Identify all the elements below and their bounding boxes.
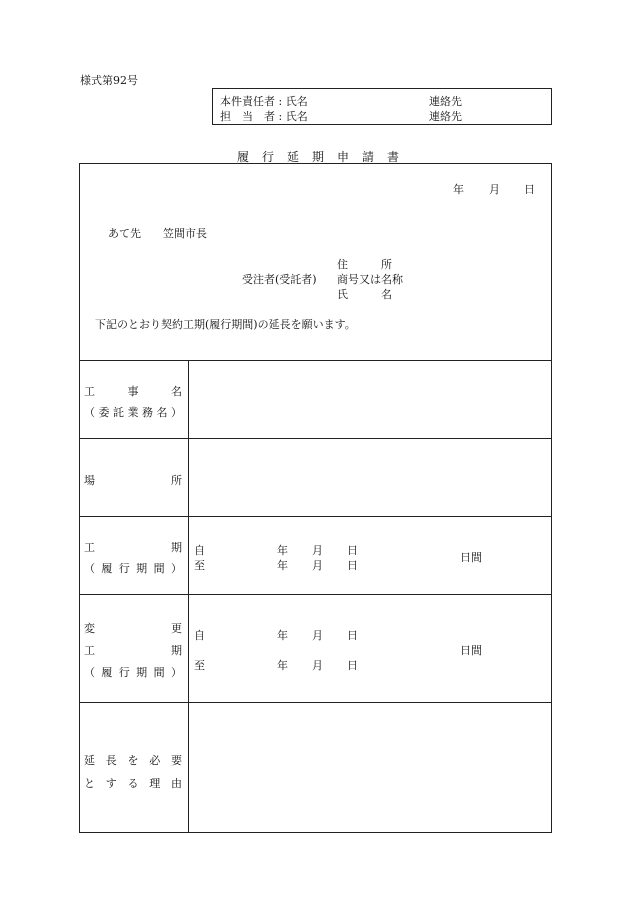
label-column-divider: [188, 360, 189, 833]
label-char: 期: [171, 541, 182, 554]
label-char: （: [84, 666, 95, 679]
date-year: 年: [453, 183, 464, 196]
responsible-contact-label: 連絡先: [429, 95, 462, 108]
divider-changed-period: [79, 702, 552, 703]
reason-label-line2: [84, 775, 182, 791]
label-char: 延: [84, 754, 95, 767]
label-char: 必: [149, 754, 161, 767]
label-char: ）: [170, 562, 182, 575]
label-char: 行: [118, 666, 130, 679]
request-text: 下記のとおり契約工期(履行期間)の延長を願います。: [95, 318, 356, 331]
label-char: 履: [101, 666, 113, 679]
label-char: 期: [136, 562, 148, 575]
label-char: 事: [127, 385, 139, 398]
period-days-label: 日間: [460, 551, 482, 564]
changed-days-label: 日間: [460, 644, 482, 657]
period-from-label: 自: [194, 544, 205, 557]
label-char: ）: [171, 406, 182, 419]
representative-name-label: 氏 名: [337, 288, 392, 301]
label-char: 変: [84, 622, 95, 635]
divider-project: [79, 438, 552, 439]
label-char: を: [127, 754, 139, 767]
label-char: 所: [171, 474, 182, 487]
location-label: [84, 472, 182, 488]
label-char: （: [84, 562, 95, 575]
divider-header: [79, 360, 552, 361]
label-char: 工: [84, 385, 95, 398]
changed-from-year: 年: [277, 629, 288, 642]
label-char: 由: [171, 777, 182, 790]
label-char: ）: [170, 666, 182, 679]
divider-location: [79, 516, 552, 517]
label-char: 委: [98, 406, 110, 419]
label-char: 理: [149, 777, 161, 790]
company-name-label: 商号又は名称: [337, 273, 403, 286]
changed-to-year: 年: [277, 659, 288, 672]
staff-person-label: 担 当 者 : 氏名: [220, 110, 308, 123]
label-char: 更: [171, 622, 182, 635]
changed-performance-period-label: [84, 664, 182, 680]
label-char: 期: [171, 644, 182, 657]
label-char: 託: [113, 406, 124, 419]
changed-label: [84, 620, 182, 636]
changed-from-label: 自: [194, 629, 205, 642]
period-to-label: 至: [194, 559, 205, 572]
commissioned-work-name-label: [84, 404, 182, 420]
project-name-label: [84, 383, 182, 399]
date-month: 月: [489, 183, 500, 196]
label-char: る: [127, 777, 139, 790]
period-to-month: 月: [312, 559, 323, 572]
label-char: 場: [84, 474, 95, 487]
responsible-person-label: 本件責任者 : 氏名: [220, 95, 308, 108]
changed-to-month: 月: [312, 659, 323, 672]
label-char: 履: [101, 562, 113, 575]
label-char: 業: [127, 406, 139, 419]
changed-period-label: [84, 642, 182, 658]
label-char: す: [105, 777, 117, 790]
label-char: 務: [142, 406, 153, 419]
period-from-month: 月: [312, 544, 323, 557]
changed-from-day: 日: [347, 629, 358, 642]
period-from-day: 日: [347, 544, 358, 557]
label-char: 名: [156, 406, 168, 419]
changed-to-day: 日: [347, 659, 358, 672]
label-char: 期: [136, 666, 148, 679]
label-char: （: [84, 406, 95, 419]
label-char: 要: [171, 754, 182, 767]
label-char: 工: [84, 644, 95, 657]
label-char: 長: [105, 754, 117, 767]
date-day: 日: [524, 183, 535, 196]
divider-period: [79, 594, 552, 595]
addressee: あて先 笠間市長: [108, 227, 207, 240]
label-char: 間: [153, 562, 165, 575]
contractor-label: 受注者(受託者): [242, 273, 317, 286]
staff-contact-label: 連絡先: [429, 110, 462, 123]
period-to-day: 日: [347, 559, 358, 572]
label-char: 工: [84, 541, 95, 554]
period-label: [84, 539, 182, 555]
label-char: と: [84, 777, 95, 790]
performance-period-label: [84, 560, 182, 576]
contact-box: [212, 88, 552, 125]
reason-label-line1: [84, 752, 182, 768]
changed-from-month: 月: [312, 629, 323, 642]
form-table: [79, 163, 552, 833]
label-char: 行: [118, 562, 130, 575]
form-title: 履行延期申請書: [237, 150, 413, 164]
period-from-year: 年: [277, 544, 288, 557]
changed-to-label: 至: [194, 659, 205, 672]
period-to-year: 年: [277, 559, 288, 572]
label-char: 間: [153, 666, 165, 679]
label-char: 名: [171, 385, 182, 398]
form-number: 様式第92号: [80, 74, 138, 87]
address-label: 住 所: [337, 258, 392, 271]
